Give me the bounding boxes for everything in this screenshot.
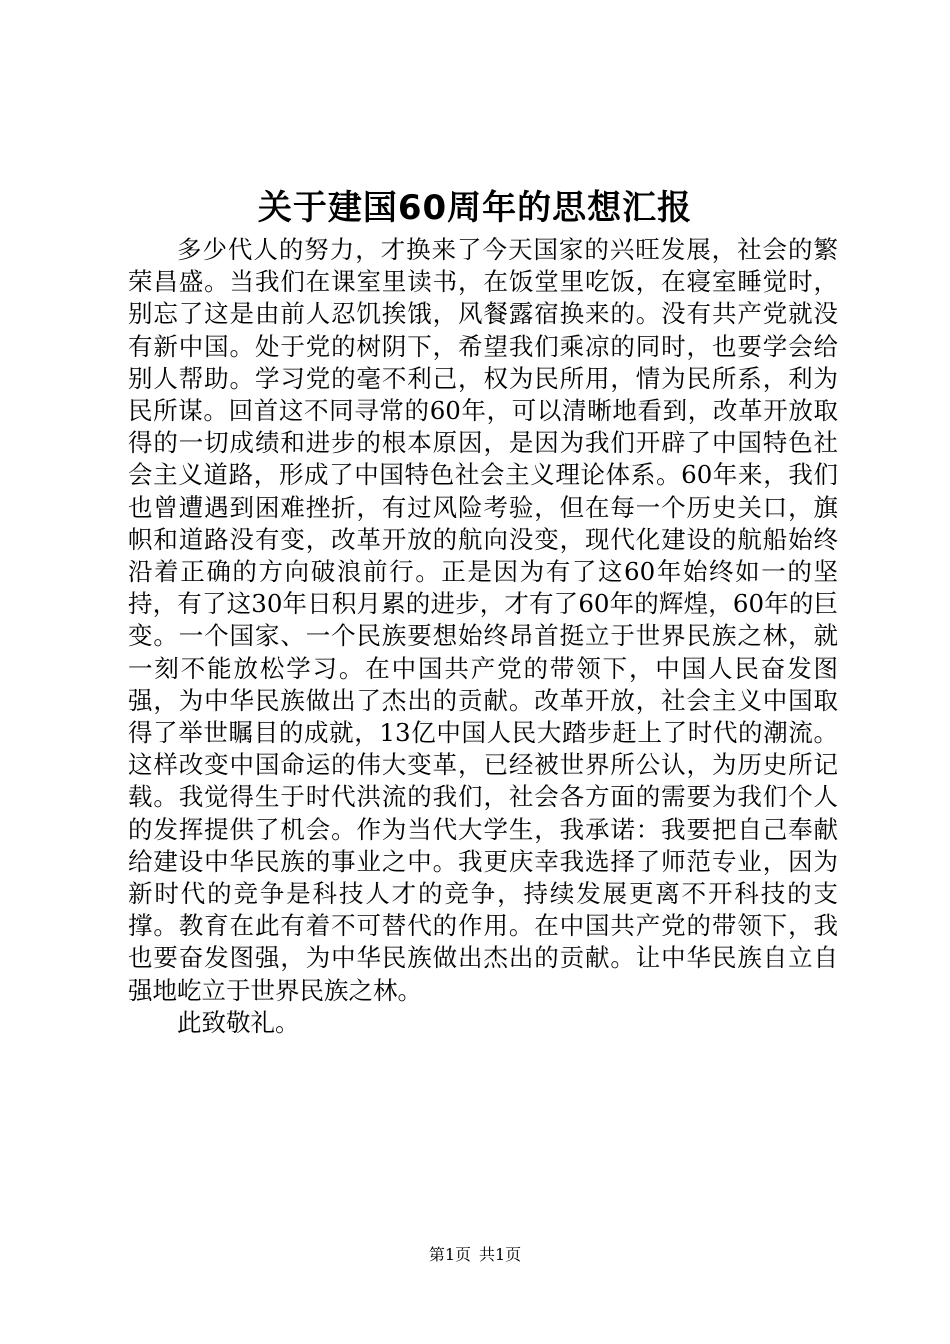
page-number-current: 第1页: [428, 1245, 471, 1264]
document-title: 关于建国60周年的思想汇报: [257, 188, 693, 228]
closing-paragraph: 此致敬礼。: [177, 1007, 300, 1037]
document-body: [128, 234, 838, 1039]
page-number-total: 共1页: [479, 1245, 522, 1264]
body-paragraph: 多少代人的努力，才换来了今天国家的兴旺发展，社会的繁荣昌盛。当我们在课室里读书，在饭堂里吃饭，在寝室睡觉时，别忘了这是由前人忍饥挨饿，风餐露宿换来的。没有共产党就没有新中国。处于党的树阴下，希望我们乘凉的同时，也要学会给别人帮助。学习党的毫不利己，权为民所用，情为民所系，利为民所谋。回首这不同寻常的60年，可以清晰地看到，改革开放取得的一切成绩和进步的根本原因，是因为我们开辟了中国特色社会主义道路，形成了中国特色社会主义理论体系。60年来，我们也曾遭遇到困难挫折，有过风险考验，但在每一个历史关口，旗帜和道路没有变，改革开放的航向没变，现代化建设的航船始终沿着正确的方向破浪前行。正是因为有了这60年始终如一的坚持，有了这30年日积月累的进步，才有了60年的辉煌，60年的巨变。一个国家、一个民族要想始终昂首挺立于世界民族之林，就一刻不能放松学习。在中国共产党的带领下，中国人民奋发图强，为中华民族做出了杰出的贡献。改革开放，社会主义中国取得了举世瞩目的成就，13亿中国人民大踏步赶上了时代的潮流。这样改变中国命运的伟大变革，已经被世界所公认，为历史所记载。我觉得生于时代洪流的我们，社会各方面的需要为我们个人的发挥提供了机会。作为当代大学生，我承诺：我要把自己奉献给建设中华民族的事业之中。我更庆幸我选择了师范专业，因为新时代的竞争是科技人才的竞争，持续发展更离不开科技的支撑。教育在此有着不可替代的作用。在中国共产党的带领下，我也要奋发图强，为中华民族做出杰出的贡献。让中华民族自立自强地屹立于世界民族之林。: [128, 235, 838, 1005]
page-footer: [0, 1244, 950, 1266]
